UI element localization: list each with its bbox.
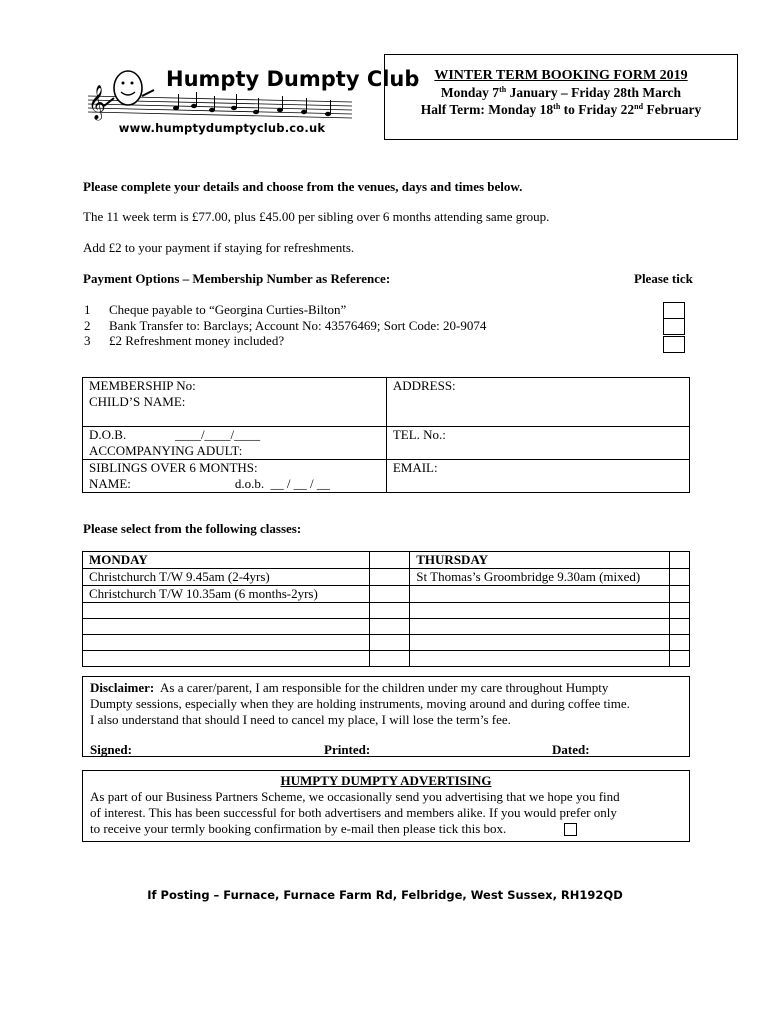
thursday-class-option — [410, 651, 670, 667]
dated-field[interactable]: Dated: — [552, 742, 590, 757]
email-only-checkbox[interactable] — [564, 823, 577, 836]
advertising-title: HUMPTY DUMPTY ADVERTISING — [280, 773, 492, 788]
siblings-field: SIBLINGS OVER 6 MONTHS: — [89, 460, 258, 475]
logo-brand-text: Humpty Dumpty Club — [166, 67, 420, 91]
thursday-class-option — [410, 619, 670, 635]
advertising-text-3: to receive your termly booking confirmation by e-mail then please tick this box. — [90, 821, 507, 836]
monday-header: MONDAY — [83, 552, 370, 569]
payment-heading: Payment Options – Membership Number as Reference: — [83, 271, 391, 286]
thursday-class-select-cell[interactable] — [670, 619, 690, 635]
member-details-table — [82, 377, 690, 493]
payment-option-number: 3 — [84, 333, 91, 348]
email-field[interactable]: EMAIL: — [386, 460, 689, 493]
disclaimer-text-1: As a carer/parent, I am responsible for the children under my care throughout Humpty — [154, 680, 609, 695]
classes-table — [82, 551, 690, 667]
monday-class-option — [83, 635, 370, 651]
disclaimer-text-2: Dumpty sessions, especially when they are holding instruments, moving around and during coffee time. — [90, 696, 630, 711]
member-child-cell[interactable] — [83, 378, 387, 427]
website-url: www.humptydumptyclub.co.uk — [118, 121, 326, 135]
disclaimer-text-3: I also understand that should I need to cancel my place, I will lose the term’s fee. — [90, 712, 511, 727]
advertising-text-1: As part of our Business Partners Scheme, we occasionally send you advertising that we hope you find — [90, 789, 620, 804]
payment-option-number: 2 — [84, 318, 91, 333]
payment-option-refreshment: £2 Refreshment money included? — [109, 333, 285, 348]
posting-address: If Posting – Furnace, Furnace Farm Rd, Felbridge, West Sussex, RH192QD — [147, 888, 623, 902]
refreshments-text: Add £2 to your payment if staying for refreshments. — [83, 240, 355, 255]
monday-class-option — [83, 619, 370, 635]
monday-class-select-cell[interactable] — [369, 569, 410, 586]
tel-field[interactable]: TEL. No.: — [386, 427, 689, 460]
membership-no-field: MEMBERSHIP No: — [89, 378, 196, 393]
disclaimer-box — [82, 676, 690, 757]
monday-class-select-cell[interactable] — [369, 586, 410, 603]
thursday-class-option — [410, 635, 670, 651]
monday-class-option: Christchurch T/W 10.35am (6 months-2yrs) — [83, 586, 370, 603]
cheque-checkbox[interactable] — [663, 302, 685, 319]
signed-field[interactable]: Signed: — [90, 742, 132, 757]
accompanying-adult-field: ACCOMPANYING ADULT: — [89, 443, 243, 458]
payment-option-bank-transfer: Bank Transfer to: Barclays; Account No: 43576469; Sort Code: 20-9074 — [109, 318, 487, 333]
thursday-class-option: St Thomas’s Groombridge 9.30am (mixed) — [410, 569, 670, 586]
monday-class-option — [83, 603, 370, 619]
payment-option-cheque: Cheque payable to “Georgina Curties-Bilton” — [109, 302, 347, 317]
thursday-class-select-cell[interactable] — [670, 651, 690, 667]
thursday-class-select-cell[interactable] — [670, 635, 690, 651]
form-title: WINTER TERM BOOKING FORM 2019 — [434, 68, 688, 83]
monday-class-select-cell[interactable] — [369, 635, 410, 651]
address-field[interactable]: ADDRESS: — [386, 378, 689, 427]
svg-text:𝄞: 𝄞 — [88, 85, 106, 120]
printed-field[interactable]: Printed: — [324, 742, 371, 757]
classes-heading: Please select from the following classes: — [83, 521, 302, 536]
childs-name-field: CHILD’S NAME: — [89, 394, 186, 409]
monday-class-select-cell[interactable] — [369, 619, 410, 635]
refreshment-checkbox[interactable] — [663, 336, 685, 353]
advertising-box — [82, 770, 690, 842]
thursday-class-select-cell[interactable] — [670, 603, 690, 619]
form-title-box — [384, 54, 738, 140]
thursday-header: THURSDAY — [410, 552, 670, 569]
term-dates: Monday 7th January – Friday 28th March — [440, 85, 682, 100]
thursday-class-option — [410, 603, 670, 619]
sibling-name-field: NAME: d.o.b. __ / __ / __ — [89, 476, 330, 491]
monday-class-option: Christchurch T/W 9.45am (2-4yrs) — [83, 569, 370, 586]
payment-option-number: 1 — [84, 302, 91, 317]
dob-field: D.O.B. ____/____/____ — [89, 427, 261, 442]
thursday-tick-cell — [670, 552, 690, 569]
half-term-dates: Half Term: Monday 18th to Friday 22nd February — [420, 102, 702, 117]
thursday-class-option — [410, 586, 670, 603]
monday-class-select-cell[interactable] — [369, 603, 410, 619]
pricing-text: The 11 week term is £77.00, plus £45.00 per sibling over 6 months attending same group. — [83, 209, 550, 224]
dob-adult-cell[interactable] — [83, 427, 387, 460]
monday-class-select-cell[interactable] — [369, 651, 410, 667]
monday-tick-cell — [369, 552, 410, 569]
thursday-class-select-cell[interactable] — [670, 569, 690, 586]
thursday-class-select-cell[interactable] — [670, 586, 690, 603]
humpty-dumpty-logo — [84, 62, 420, 120]
advertising-text-2: of interest. This has been successful for both advertisers and members alike. If you would prefer only — [90, 805, 617, 820]
instructions-text: Please complete your details and choose from the venues, days and times below. — [83, 179, 523, 194]
disclaimer-label: Disclaimer: — [90, 680, 155, 695]
monday-class-option — [83, 651, 370, 667]
please-tick-label: Please tick — [634, 271, 693, 286]
siblings-cell[interactable] — [83, 460, 387, 493]
bank-transfer-checkbox[interactable] — [663, 318, 685, 335]
